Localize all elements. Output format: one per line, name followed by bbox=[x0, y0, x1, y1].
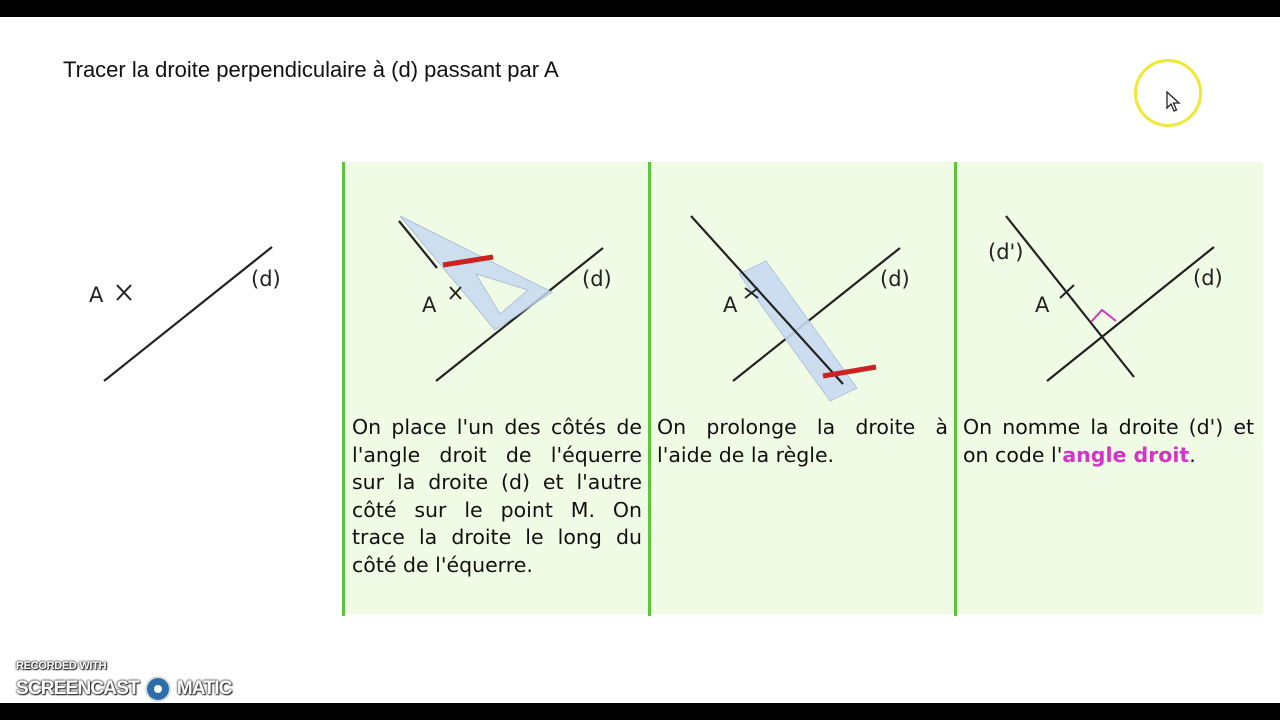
point-a-label: A bbox=[89, 283, 104, 307]
right-angle-highlight: angle droit bbox=[1062, 442, 1190, 467]
right-angle-mark-icon bbox=[1091, 310, 1116, 322]
point-a-label: A bbox=[723, 293, 738, 317]
figure-step-2 bbox=[691, 216, 910, 401]
exercise-title: Tracer la droite perpendiculaire à (d) passant par A bbox=[63, 57, 559, 82]
line-d-label: (d) bbox=[880, 267, 910, 291]
point-a-cross-icon bbox=[117, 285, 131, 300]
watermark-right-word: MATIC bbox=[176, 678, 232, 699]
figure-step-1 bbox=[399, 216, 612, 381]
screencast-logo-icon bbox=[145, 676, 171, 702]
line-d-label: (d) bbox=[582, 267, 612, 291]
line-d-prime-label: (d') bbox=[988, 240, 1024, 264]
figure-step-3 bbox=[988, 216, 1223, 381]
line-d-label: (d) bbox=[251, 267, 281, 291]
watermark-caption: RECORDED WITH bbox=[16, 660, 107, 672]
figure-initial bbox=[89, 247, 281, 381]
point-a-cross-icon bbox=[450, 287, 461, 299]
screencast-watermark bbox=[16, 660, 232, 702]
step-3-text bbox=[963, 414, 1254, 469]
step-2-text: On prolonge la droite à l'aide de la règle. bbox=[657, 415, 948, 467]
line-d bbox=[1047, 247, 1214, 381]
watermark-left-word: SCREENCAST bbox=[16, 678, 139, 699]
point-a-label: A bbox=[1035, 293, 1050, 317]
line-d-label: (d) bbox=[1193, 266, 1223, 290]
step-3-text-end: . bbox=[1189, 442, 1196, 467]
line-d-prime bbox=[1006, 216, 1134, 377]
step-1-text: On place l'un des côtés de l'angle droit de l'équerre sur la droite (d) et l'autre côté sur le point M. On trace la droite le long du côté de l'équerre. bbox=[352, 415, 642, 577]
extended-line bbox=[691, 216, 843, 384]
line-d bbox=[104, 247, 272, 381]
point-a-label: A bbox=[422, 293, 437, 317]
watermark-brand bbox=[16, 676, 232, 702]
step-3-text-start: On nomme la droite (d') et on code l' bbox=[963, 415, 1254, 467]
